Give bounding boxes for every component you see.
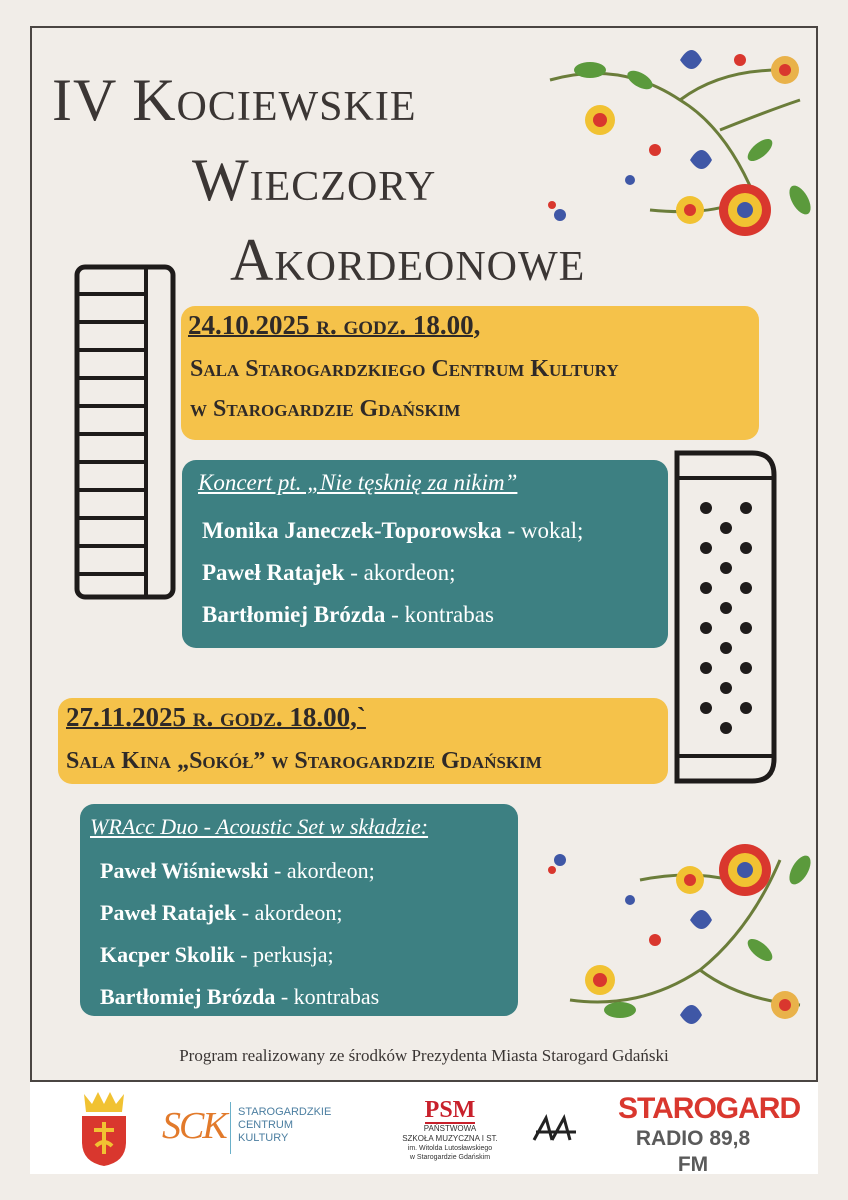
psm-text-line: PAŃSTWOWA: [423, 1124, 477, 1133]
performer-name: Bartłomiej Brózda: [100, 984, 276, 1009]
floral-ornament-top-icon: [530, 40, 820, 240]
radio-logo: [618, 1092, 801, 1178]
event2-date: 27.11.2025 r. godz. 18.00,`: [66, 702, 366, 732]
psm-text-line: im. Witolda Lutosławskiego: [407, 1145, 493, 1152]
sponsor-logos-bar: [30, 1080, 818, 1174]
performer-name: Monika Janeczek-Toporowska: [202, 518, 502, 543]
concert1-performer: [202, 560, 456, 586]
psm-text-line: SZKOŁA MUZYCZNA I ST.: [402, 1134, 498, 1143]
sck-text-line: STAROGARDZKIE: [238, 1106, 332, 1118]
event1-date: 24.10.2025 r. godz. 18.00,: [188, 310, 481, 340]
event2-venue: Sala Kina „Sokół” w Starogardzie Gdańskim: [66, 748, 542, 774]
concert2-performer: [100, 942, 334, 968]
radio-logo-bottom: RADIO 89,8 FM: [635, 1127, 751, 1176]
sck-text-line: CENTRUM: [238, 1119, 293, 1131]
concert1-heading: Koncert pt. „Nie tęsknię za nikim”: [198, 470, 518, 495]
psm-logo-mark: PSM: [424, 1097, 476, 1123]
concert2-performer: [100, 858, 375, 884]
floral-ornament-bottom-icon: [530, 820, 820, 1040]
performer-name: Kacper Skolik: [100, 942, 235, 967]
concert2-performer: [100, 900, 343, 926]
performer-role: - kontrabas: [275, 984, 380, 1009]
performer-name: Bartłomiej Brózda: [202, 602, 386, 627]
concert1-performer: [202, 518, 583, 544]
music-logo-icon: [530, 1112, 582, 1144]
performer-role: - akordeon;: [236, 900, 343, 925]
coat-of-arms-icon: [78, 1090, 130, 1168]
title-line-3: Akordeonowe: [230, 227, 586, 293]
concert2-heading: WRAcc Duo - Acoustic Set w składzie:: [90, 814, 429, 839]
performer-name: Paweł Ratajek: [202, 560, 345, 585]
performer-role: - kontrabas: [385, 602, 494, 627]
accordion-buttons-icon: [672, 448, 780, 786]
sck-text-line: KULTURY: [238, 1132, 289, 1144]
title-line-2: Wieczory: [192, 147, 437, 213]
performer-name: Paweł Ratajek: [100, 900, 237, 925]
performer-name: Paweł Wiśniewski: [100, 858, 269, 883]
concert2-performer: [100, 984, 379, 1010]
title-line-1: IV Kociewskie: [52, 67, 417, 133]
sck-logo-text: [238, 1106, 331, 1145]
performer-role: - akordeon;: [344, 560, 456, 585]
performer-role: - akordeon;: [268, 858, 375, 883]
psm-text-line: w Starogardzie Gdańskim: [409, 1154, 491, 1161]
radio-logo-top: STAROGARD: [618, 1092, 801, 1125]
event1-venue-line2: w Starogardzie Gdańskim: [190, 396, 461, 422]
concert1-performer: [202, 602, 494, 628]
performer-role: - perkusja;: [234, 942, 334, 967]
funding-note: Program realizowany ze środków Prezydenta Miasta Starogard Gdański: [179, 1046, 669, 1065]
accordion-keyboard-icon: [74, 264, 178, 602]
event1-venue-line1: Sala Starogardzkiego Centrum Kultury: [190, 356, 619, 382]
sck-logo-mark: SCK: [162, 1105, 226, 1147]
performer-role: - wokal;: [501, 518, 584, 543]
psm-logo: [380, 1098, 520, 1162]
sck-divider: [230, 1102, 231, 1154]
